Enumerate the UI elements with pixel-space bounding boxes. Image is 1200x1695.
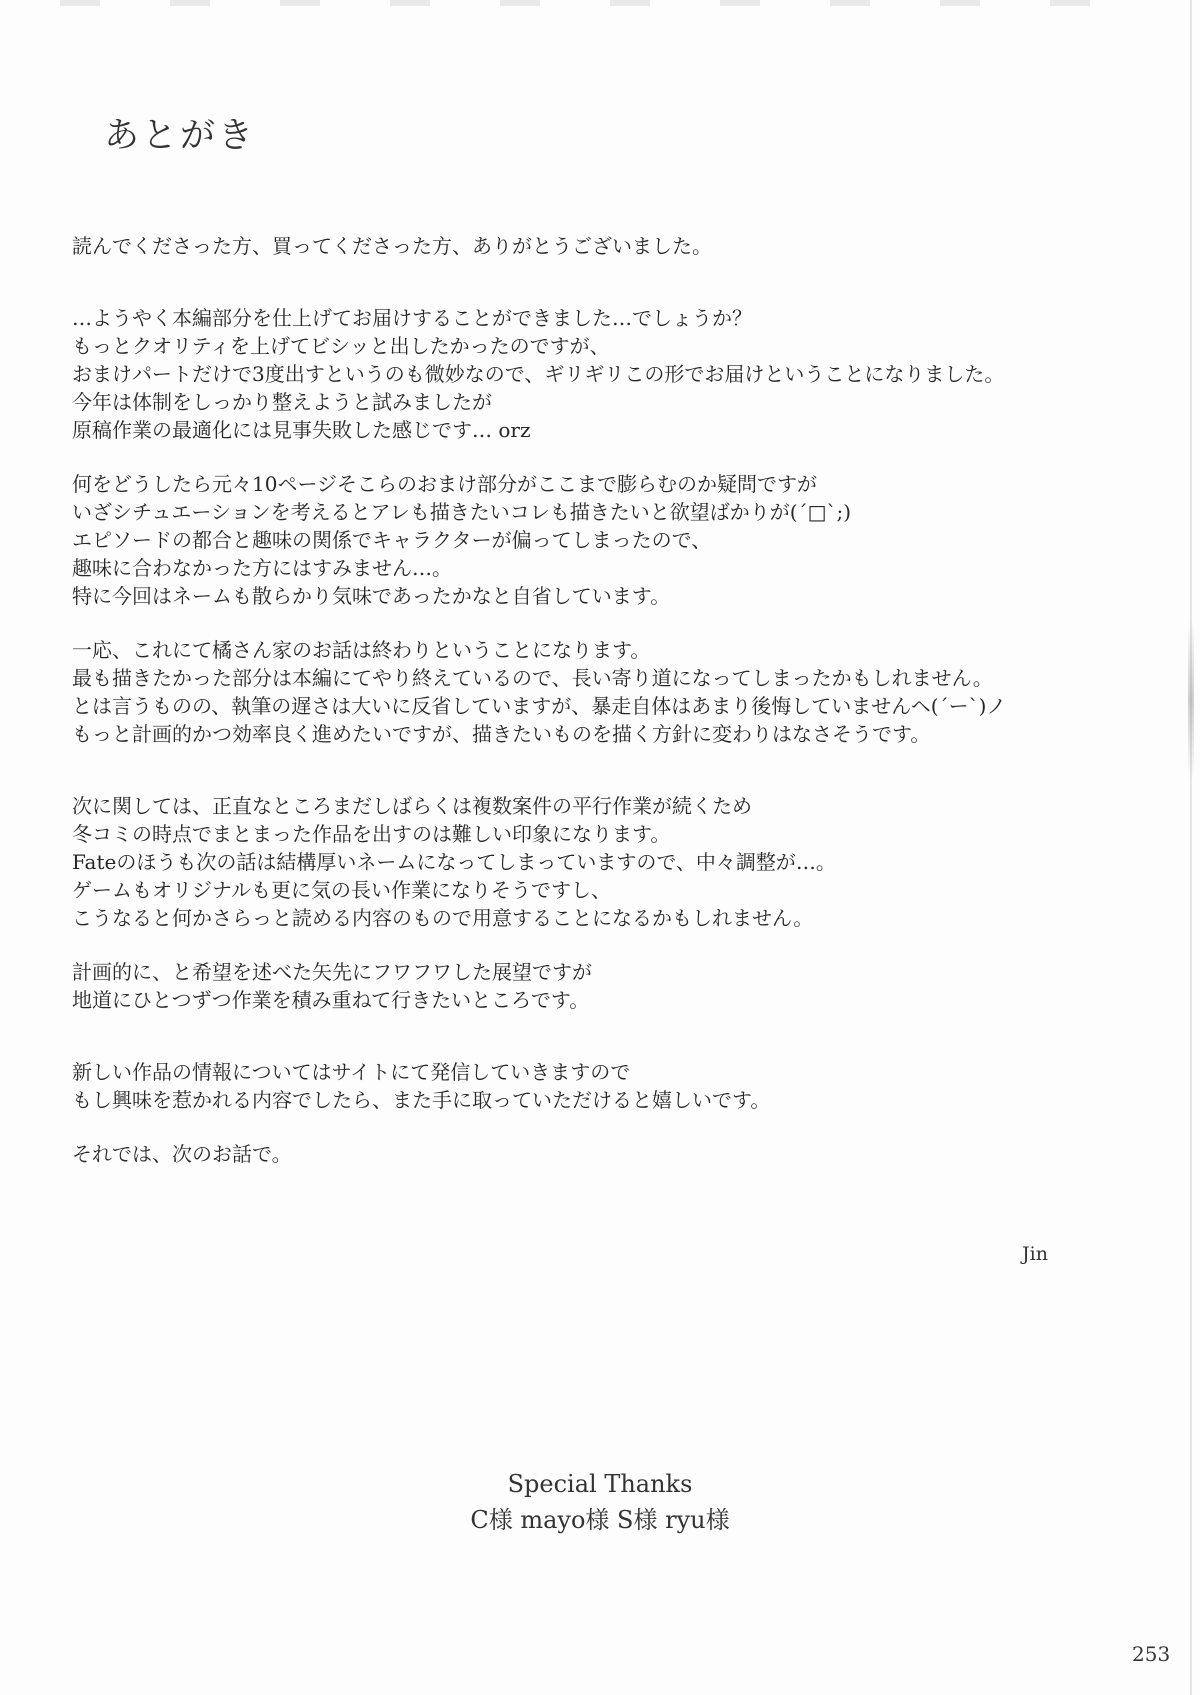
text-line: 一応、これにて橘さん家のお話は終わりということになります。 xyxy=(72,638,651,662)
paragraph xyxy=(72,636,1092,748)
special-thanks xyxy=(380,1466,820,1538)
special-thanks-heading: Special Thanks xyxy=(507,1470,693,1498)
page-number: 253 xyxy=(1132,1642,1171,1666)
text-line: エピソードの都合と趣味の関係でキャラクターが偏ってしまったので、 xyxy=(72,528,712,552)
scan-smudge xyxy=(1188,620,1194,780)
text-line: 原稿作業の最適化には見事失敗した感じです… orz xyxy=(72,418,531,442)
paragraph xyxy=(72,470,1092,610)
paragraph xyxy=(72,958,1092,1014)
text-line: もっとクオリティを上げてビシッと出したかったのですが、 xyxy=(72,334,610,358)
author-signature: Jin xyxy=(1022,1243,1048,1265)
text-line: 冬コミの時点でまとまった作品を出すのは難しい印象になります。 xyxy=(72,822,671,846)
text-line: とは言うものの、執筆の遅さは大いに反省していますが、暴走自体はあまり後悔していませんヘ(´ー`)ノ xyxy=(72,694,1007,718)
text-line: いざシチュエーションを考えるとアレも描きたいコレも描きたいと欲望ばかりが(´□`;) xyxy=(72,500,852,524)
paragraph xyxy=(72,232,1092,260)
text-line: 何をどうしたら元々10ページそこらのおまけ部分がここまで膨らむのか疑問ですが xyxy=(72,472,818,496)
text-line: 特に今回はネームも散らかり気味であったかなと自省しています。 xyxy=(72,584,671,608)
paragraph xyxy=(72,304,1092,444)
paragraph xyxy=(72,1140,1092,1168)
text-line: 読んでくださった方、買ってくださった方、ありがとうございました。 xyxy=(72,234,712,258)
scan-artifact-top xyxy=(60,0,1160,6)
special-thanks-names: C様 mayo様 S様 ryu様 xyxy=(470,1506,730,1534)
text-line: Fateのほうも次の話は結構厚いネームになってしまっていますので、中々調整が…。 xyxy=(72,850,836,874)
text-line: おまけパートだけで3度出すというのも微妙なので、ギリギリこの形でお届けということになりました。 xyxy=(72,362,1005,386)
paragraph xyxy=(72,1058,1092,1114)
text-line: 新しい作品の情報についてはサイトにて発信していきますので xyxy=(72,1060,631,1084)
text-line: もっと計画的かつ効率良く進めたいですが、描きたいものを描く方針に変わりはなさそうです。 xyxy=(72,722,931,746)
page-title: あとがき xyxy=(104,116,257,156)
text-line: ゲームもオリジナルも更に気の長い作業になりそうですし、 xyxy=(72,878,611,902)
afterword-body xyxy=(72,232,1092,1194)
text-line: それでは、次のお話で。 xyxy=(72,1142,292,1166)
text-line: 最も描きたかった部分は本編にてやり終えているので、長い寄り道になってしまったかもしれません。 xyxy=(72,666,993,690)
text-line: 今年は体制をしっかり整えようと試みましたが xyxy=(72,390,492,414)
text-line: 趣味に合わなかった方にはすみません…。 xyxy=(72,556,452,580)
paragraph xyxy=(72,792,1092,932)
text-line: こうなると何かさらっと読める内容のもので用意することになるかもしれません。 xyxy=(72,906,814,930)
text-line: …ようやく本編部分を仕上げてお届けすることができました…でしょうか？ xyxy=(72,306,752,330)
text-line: 計画的に、と希望を述べた矢先にフワフワした展望ですが xyxy=(72,960,592,984)
text-line: 次に関しては、正直なところまだしばらくは複数案件の平行作業が続くため xyxy=(72,794,752,818)
page-edge-line xyxy=(1190,0,1192,1695)
text-line: もし興味を惹かれる内容でしたら、また手に取っていただけると嬉しいです。 xyxy=(72,1088,771,1112)
text-line: 地道にひとつずつ作業を積み重ねて行きたいところです。 xyxy=(72,988,590,1012)
